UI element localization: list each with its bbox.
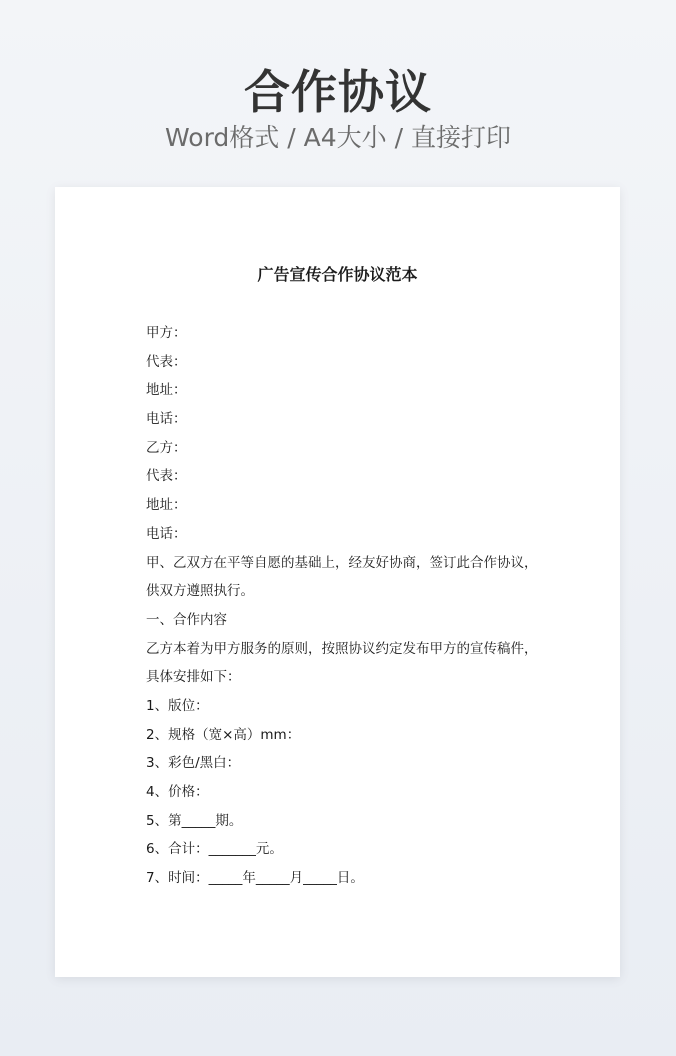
section-paragraph-line: 具体安排如下： bbox=[146, 669, 241, 686]
clause-item: 3、彩色/黑白： bbox=[146, 755, 241, 772]
party-a-representative-line: 代表： bbox=[146, 353, 187, 370]
party-b-representative-line: 代表： bbox=[146, 468, 187, 485]
document-body bbox=[146, 319, 576, 893]
party-a-phone-line: 电话： bbox=[146, 411, 187, 428]
clause-item: 5、第_____期。 bbox=[146, 812, 243, 829]
clause-item: 1、版位： bbox=[146, 697, 209, 714]
clause-item: 4、价格： bbox=[146, 784, 209, 800]
section-paragraph-line: 乙方本着为甲方服务的原则，按照协议约定发布甲方的宣传稿件， bbox=[146, 640, 538, 657]
section-heading: 一、合作内容 bbox=[146, 611, 227, 628]
party-a-address-line: 地址： bbox=[146, 382, 187, 399]
party-b-line: 乙方： bbox=[146, 439, 187, 456]
document-page bbox=[55, 187, 620, 977]
clause-item: 7、时间：_____年_____月_____日。 bbox=[146, 870, 364, 887]
intro-paragraph-line: 甲、乙双方在平等自愿的基础上，经友好协商，签订此合作协议， bbox=[146, 554, 538, 571]
clause-item: 2、规格（宽×高）mm： bbox=[146, 726, 301, 743]
party-b-address-line: 地址： bbox=[146, 497, 187, 514]
party-b-phone-line: 电话： bbox=[146, 525, 187, 542]
clause-item: 6、合计：_______元。 bbox=[146, 841, 283, 858]
document-title: 广告宣传合作协议范本 bbox=[257, 265, 418, 284]
intro-paragraph-line: 供双方遵照执行。 bbox=[146, 583, 254, 600]
party-a-line: 甲方： bbox=[146, 325, 187, 341]
promo-title: 合作协议 bbox=[244, 65, 432, 119]
promo-subtitle: Word格式 / A4大小 / 直接打印 bbox=[165, 123, 511, 152]
